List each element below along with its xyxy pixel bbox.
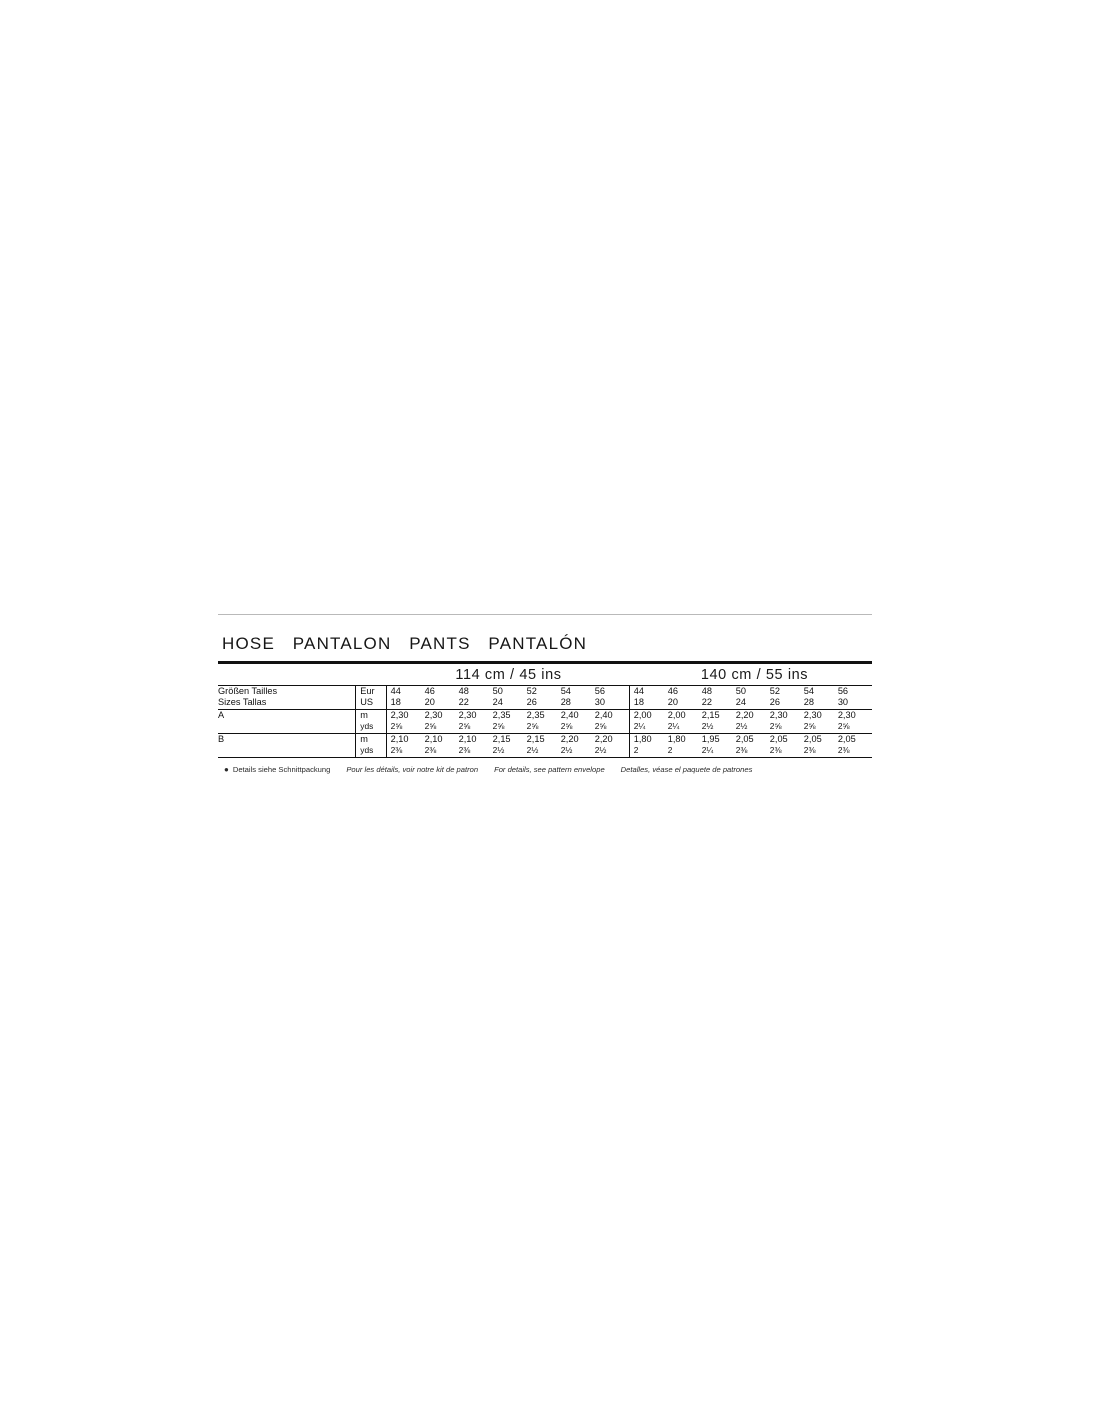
- cell: 2,30: [458, 709, 477, 720]
- cell: 2,30: [386, 710, 425, 722]
- cell: 2½: [492, 745, 505, 755]
- cell: 2,05: [803, 733, 822, 744]
- unit-yds: yds: [356, 721, 386, 733]
- cell: 20: [667, 697, 678, 707]
- cell: 2,20: [735, 709, 754, 720]
- cell: 18: [386, 697, 425, 709]
- cell: 2⅜: [803, 745, 816, 755]
- cell: 2⅜: [769, 745, 782, 755]
- size-chart-sheet: [218, 614, 872, 774]
- cell: 26: [769, 697, 781, 707]
- cell: 2,35: [492, 709, 511, 720]
- cell: 2½: [594, 745, 607, 755]
- row-label-spacer: [218, 745, 356, 757]
- cell: 28: [560, 697, 571, 707]
- cell: 30: [594, 697, 605, 707]
- unit-m: m: [356, 734, 386, 746]
- cell: 44: [386, 686, 425, 698]
- cell: 28: [803, 697, 815, 707]
- cell: 44: [629, 686, 668, 698]
- cell: 46: [667, 685, 678, 696]
- cell: 2,35: [526, 709, 545, 720]
- cell: 1,80: [629, 734, 668, 746]
- cell: 2,00: [667, 709, 686, 720]
- cell: 2½: [526, 745, 539, 755]
- cell: 2,40: [594, 709, 613, 720]
- cell: 2,40: [560, 709, 579, 720]
- page-title: HOSE PANTALON PANTS PANTALÓN: [222, 634, 588, 653]
- footnote-es: Detalles, véase el paquete de patrones: [620, 764, 753, 774]
- fabric-width-headers: [218, 667, 872, 683]
- cell: 24: [735, 697, 746, 707]
- cell: 2,30: [803, 709, 822, 720]
- cell: 50: [735, 685, 746, 696]
- cell: 2½: [701, 721, 714, 731]
- table-row-sizes-us: [218, 697, 872, 709]
- cell: 2⅝: [526, 721, 539, 731]
- cell: 2⅜: [386, 745, 425, 757]
- cell: 1,80: [667, 733, 686, 744]
- cell: 2⅜: [837, 745, 850, 755]
- footnote-de: Details siehe Schnittpackung: [232, 764, 331, 774]
- unit-yds: yds: [356, 745, 386, 757]
- cell: 2⅝: [492, 721, 505, 731]
- footnote-fr: Pour les détails, voir notre kit de patron: [346, 764, 479, 774]
- cell: 20: [424, 697, 435, 707]
- cell: 2,05: [837, 733, 856, 744]
- cell: 2⅝: [769, 721, 782, 731]
- row-label-sizes-en-es: Sizes Tallas: [218, 697, 267, 707]
- cell: 2,05: [769, 733, 788, 744]
- cell: 2: [667, 745, 673, 755]
- cell: 2½: [735, 721, 748, 731]
- cell: 2,00: [629, 710, 668, 722]
- cell: 2,10: [458, 733, 477, 744]
- footnote-en: For details, see pattern envelope: [494, 764, 605, 774]
- cell: 2: [629, 745, 668, 757]
- cell: 2⅝: [424, 721, 437, 731]
- cell: 2⅜: [458, 745, 471, 755]
- cell: 2,10: [386, 734, 425, 746]
- cell: 26: [526, 697, 537, 707]
- cell: 2,20: [560, 733, 579, 744]
- bullet-icon: ●: [224, 764, 229, 774]
- cell: 52: [526, 685, 537, 696]
- cell: 2,10: [424, 733, 443, 744]
- row-label-spacer: [218, 721, 356, 733]
- row-label-view-a: A: [218, 709, 225, 720]
- cell: 2⅝: [560, 721, 573, 731]
- row-label-view-b: B: [218, 733, 225, 744]
- top-divider: [218, 614, 872, 615]
- unit-m: m: [356, 710, 386, 722]
- cell: 22: [458, 697, 469, 707]
- cell: 50: [492, 685, 503, 696]
- cell: 2⅜: [735, 745, 748, 755]
- footnote: [218, 765, 872, 774]
- cell: 54: [803, 685, 815, 696]
- cell: 2,15: [526, 733, 545, 744]
- cell: 48: [458, 685, 469, 696]
- cell: 2,15: [701, 709, 720, 720]
- cell: 2,30: [837, 709, 856, 720]
- cell: 2¼: [629, 721, 668, 733]
- fabric-width-140: 140 cm / 55 ins: [700, 666, 809, 683]
- cell: 18: [629, 697, 668, 709]
- cell: 46: [424, 685, 435, 696]
- cell: 2¼: [667, 721, 680, 731]
- table-row-view-a-yds: [218, 721, 872, 733]
- rule-below-table: [218, 757, 872, 758]
- title-underline: [218, 661, 872, 664]
- cell: 2⅝: [803, 721, 816, 731]
- cell: 30: [837, 697, 849, 707]
- cell: 52: [769, 685, 781, 696]
- cell: 2⅝: [594, 721, 607, 731]
- unit-eur: Eur: [356, 686, 386, 698]
- cell: 2½: [560, 745, 573, 755]
- cell: 2,30: [769, 709, 788, 720]
- table-row-sizes-eur: [218, 686, 872, 698]
- cell: 2⅝: [386, 721, 425, 733]
- cell: 2⅜: [424, 745, 437, 755]
- cell: 56: [837, 685, 849, 696]
- cell: 2,15: [492, 733, 511, 744]
- cell: 2,05: [735, 733, 754, 744]
- cell: 48: [701, 685, 712, 696]
- cell: 54: [560, 685, 571, 696]
- cell: 56: [594, 685, 605, 696]
- unit-us: US: [356, 697, 386, 709]
- fabric-width-114: 114 cm / 45 ins: [455, 666, 562, 683]
- table-row-view-b-m: [218, 734, 872, 746]
- table-row-view-b-yds: [218, 745, 872, 757]
- cell: 22: [701, 697, 712, 707]
- cell: 2⅝: [837, 721, 850, 731]
- cell: 2,30: [424, 709, 443, 720]
- yardage-table: [218, 685, 872, 758]
- cell: 2,20: [594, 733, 613, 744]
- cell: 24: [492, 697, 503, 707]
- table-row-view-a-m: [218, 710, 872, 722]
- cell: 1,95: [701, 733, 720, 744]
- row-label-sizes-de-fr: Größen Tailles: [218, 685, 278, 696]
- cell: 2¼: [701, 745, 714, 755]
- cell: 2⅝: [458, 721, 471, 731]
